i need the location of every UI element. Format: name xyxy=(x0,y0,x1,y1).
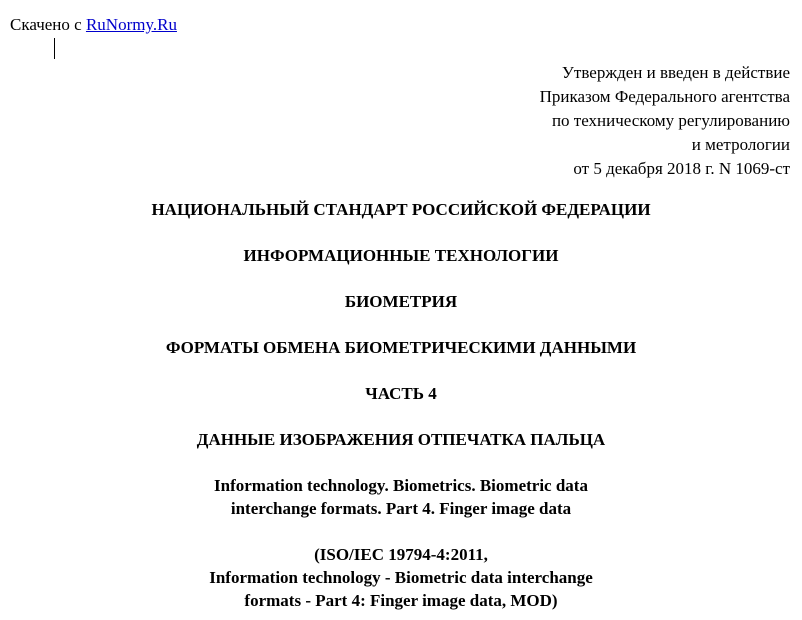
approval-block xyxy=(540,61,790,181)
english-title-line: Information technology. Biometrics. Biometric data xyxy=(214,476,588,495)
source-link[interactable]: RuNormy.Ru xyxy=(85,15,177,34)
series-heading: ФОРМАТЫ ОБМЕНА БИОМЕТРИЧЕСКИМИ ДАННЫМИ xyxy=(165,338,637,357)
approval-line: и метрологии xyxy=(691,135,790,154)
source-line xyxy=(10,15,177,35)
text-cursor xyxy=(54,38,55,59)
subtopic-heading: БИОМЕТРИЯ xyxy=(344,292,458,311)
approval-line: от 5 декабря 2018 г. N 1069-ст xyxy=(573,159,790,178)
source-prefix: Скачено с xyxy=(10,15,82,34)
iso-reference-line: Information technology - Biometric data interchange xyxy=(209,568,593,587)
iso-reference-line: formats - Part 4: Finger image data, MOD) xyxy=(244,591,558,610)
part-title-heading: ДАННЫЕ ИЗОБРАЖЕНИЯ ОТПЕЧАТКА ПАЛЬЦА xyxy=(196,430,606,449)
approval-line: Приказом Федерального агентства xyxy=(539,87,790,106)
standard-title: НАЦИОНАЛЬНЫЙ СТАНДАРТ РОССИЙСКОЙ ФЕДЕРАЦИИ xyxy=(151,200,651,219)
topic-heading: ИНФОРМАЦИОННЫЕ ТЕХНОЛОГИИ xyxy=(243,246,559,265)
approval-line: по техническому регулированию xyxy=(551,111,790,130)
iso-reference-line: (ISO/IEC 19794-4:2011, xyxy=(314,545,488,564)
approval-line: Утвержден и введен в действие xyxy=(561,63,790,82)
english-title-line: interchange formats. Part 4. Finger image data xyxy=(230,499,572,518)
part-heading: ЧАСТЬ 4 xyxy=(365,384,437,403)
